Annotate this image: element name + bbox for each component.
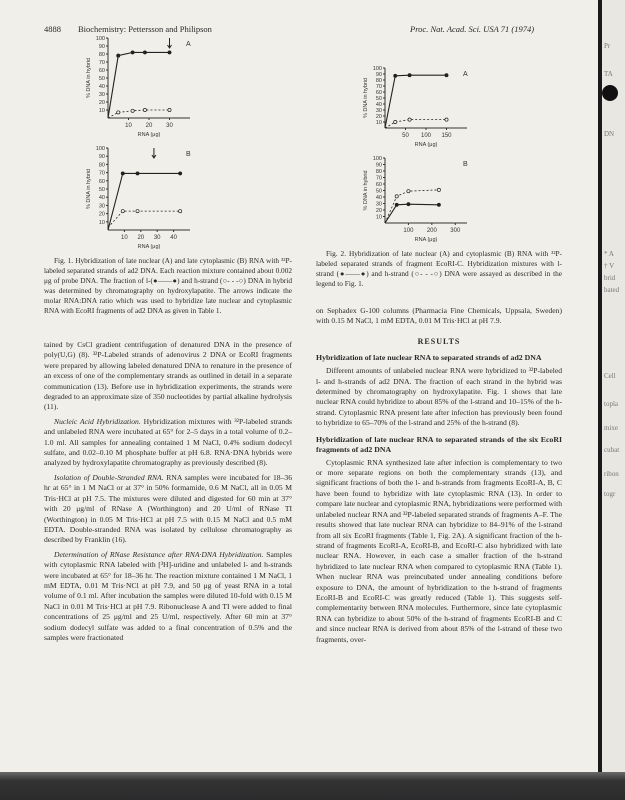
paragraph: Different amounts of unlabeled nuclear RNA were hybridized to ³²P-labeled l- and h-strands of ad2 DNA. The fraction of each strand in the hybrid was determined by chromatography on hydroxylapatite. Fig. 1 shows that late nuclear RNA could hybridize to about 85% of the l-strand and 10–15% of the h-strand. Cytoplasmic RNA present late after infection has previously been found to hybridize to 65–70% of the l-strand and 25% of the h-strand (8).: [316, 366, 562, 428]
paragraph: Nucleic Acid Hybridization. Hybridization mixtures with ³²P-labeled strands and unlabeled RNA were incubated at 65° for 2–5 days in a total volume of 0.2–1.0 ml. All samples for annealing contained 1 M NaCl, 0.4% sodium dodecyl sulfate, and 0.02–0.10 M phosphate buffer at pH 6.8. RNA·DNA hybrids were analyzed by hydroxylapatite chromatography as previously described (8).: [44, 416, 292, 468]
panel-label: A: [463, 71, 468, 78]
data-point-l-strand: [136, 172, 139, 175]
adjacent-page-fragment: mixe: [604, 424, 618, 432]
y-tick-label: 80: [98, 52, 105, 58]
y-tick-label: 100: [372, 156, 382, 162]
data-point-l-strand: [143, 51, 146, 54]
data-point-l-strand: [407, 203, 410, 206]
series-line-l-strand: [385, 75, 447, 128]
data-point-l-strand: [445, 74, 448, 77]
data-point-l-strand: [395, 203, 398, 206]
data-point-l-strand: [168, 51, 171, 54]
section-heading: Hybridization of late nuclear RNA to separated strands of ad2 DNA: [316, 353, 542, 363]
adjacent-page-fragment: cubat: [604, 446, 620, 454]
data-point-h-strand: [395, 195, 398, 198]
series-line-h-strand: [108, 211, 180, 227]
x-tick-label: 20: [137, 235, 145, 241]
adjacent-page-fragment: bated: [604, 286, 620, 294]
section-heading: Hybridization of late nuclear RNA to separated strands of the six EcoRI fragments of ad2 DNA: [316, 434, 562, 454]
adjacent-page-fragment: ribon: [604, 470, 619, 478]
y-tick-label: 30: [98, 92, 105, 98]
x-tick-label: 200: [426, 228, 437, 234]
data-point-h-strand: [131, 109, 134, 112]
data-point-h-strand: [179, 210, 182, 213]
adjacent-page-fragment: toplа: [604, 400, 618, 408]
data-point-h-strand: [408, 118, 411, 121]
series-line-l-strand: [108, 52, 170, 118]
data-point-h-strand: [407, 190, 410, 193]
y-tick-label: 90: [375, 72, 382, 78]
fig1-caption: Fig. 1. Hybridization of late nuclear (A) and late cytoplasmic (B) RNA with ³²P-labeled separated strands of ad2 DNA. Each reaction mixture contained about 0.002 μg of probe DNA. The fraction of l-(●——●) and h-strand (○- - -○) DNA in hybrid was determined by chromatography on hydroxylapatite. The arrows indicate the molar RNA:DNA ratio which was used to hybridize late nuclear and cytoplasmic RNA with EcoRI fragments of ad2 DNA as given in Table 1.: [44, 256, 292, 315]
y-tick-label: 50: [98, 76, 105, 82]
y-tick-label: 40: [375, 195, 382, 201]
y-axis-label: % DNA in hybrid: [86, 168, 92, 210]
adjacent-page-fragment: † V: [604, 262, 615, 270]
paragraph: Isolation of Double-Stranded RNA. RNA samples were incubated for 18–36 hr at 65° in 1 M NaCl or at 37° in 50% formamide, 0.6 M NaCl, all in 0.05 M Tris·HCl at pH 7.5. The mixtures were diluted and digested for 60 min at 37° with 20 μg/ml of RNase A (Worthington) and 20 U/ml of RNase TI (Worthington) in 0.05 M Tris·HCl at pH 7.5 with 0.15 M NaCl and 0.5 mM EDTA. Double-stranded RNA was isolated by cellulose chromatography as described by Franklin (16).: [44, 472, 292, 545]
y-tick-label: 20: [375, 114, 382, 120]
y-tick-label: 20: [98, 100, 105, 106]
data-point-h-strand: [143, 108, 146, 111]
panel-label: B: [463, 161, 468, 168]
y-tick-label: 60: [98, 178, 105, 185]
y-tick-label: 80: [375, 169, 382, 175]
adjacent-page-fragment: * A: [604, 250, 614, 258]
journal-citation: Proc. Nat. Acad. Sci. USA 71 (1974): [410, 24, 535, 34]
data-point-l-strand: [117, 54, 120, 57]
series-line-l-strand: [108, 173, 180, 230]
fig2-panel-b-chart: [355, 150, 485, 245]
scan-bottom-border: [0, 772, 625, 800]
y-axis-label: % DNA in hybrid: [363, 77, 369, 119]
arrow-marker: [168, 38, 172, 48]
adjacent-page-fragment: DN: [604, 130, 615, 138]
data-point-h-strand: [168, 108, 171, 111]
x-tick-label: 300: [450, 228, 461, 234]
data-point-h-strand: [445, 118, 448, 121]
y-tick-label: 50: [375, 96, 382, 102]
fig1-panel-b-chart: [78, 140, 208, 252]
y-tick-label: 20: [375, 208, 382, 214]
y-tick-label: 10: [98, 219, 105, 226]
data-point-l-strand: [131, 51, 134, 54]
adjacent-page-fragment: Pr: [604, 42, 611, 50]
y-tick-label: 50: [375, 188, 382, 195]
left-column: [44, 340, 292, 647]
x-axis-label: RNA (μg): [137, 132, 161, 138]
y-tick-label: 90: [98, 154, 105, 161]
y-tick-label: 20: [98, 211, 105, 218]
paragraph: tained by CsCl gradient centrifugation of denatured DNA in the presence of poly(U,G) (8). ³²P-Labeled strands of adenovirus 2 DNA or EcoRI fragments were prepared by allowing labeled denatured DNA to renature in the presence of an excess of one of the complementary strands as outlined in detail in a separate communication (13). Before use in hybridization experiments, the strands were degraded to an approximate size of 350 nucleotides by partial alkaline hydrolysis (11).: [44, 340, 292, 412]
adjacent-page-fragment: TA: [604, 70, 613, 78]
adjacent-page-fragment: togr: [604, 490, 616, 498]
x-tick-label: 50: [402, 133, 409, 139]
data-point-l-strand: [437, 203, 440, 206]
fig1-panel-a-chart: [78, 30, 208, 140]
adjacent-page: [602, 0, 625, 772]
y-tick-label: 70: [98, 170, 105, 177]
y-tick-label: 70: [98, 60, 105, 66]
right-column: [316, 306, 562, 649]
x-tick-label: 30: [153, 235, 161, 241]
y-tick-label: 40: [98, 195, 105, 202]
y-tick-label: 80: [375, 78, 382, 84]
arrow-marker: [152, 148, 156, 158]
y-tick-label: 70: [375, 175, 382, 182]
x-tick-label: 10: [125, 123, 132, 129]
x-tick-label: 100: [420, 133, 432, 139]
y-tick-label: 60: [375, 90, 382, 96]
x-tick-label: 10: [121, 235, 128, 241]
x-axis-label: RNA (μg): [414, 237, 438, 243]
y-tick-label: 100: [95, 146, 105, 152]
x-tick-label: 100: [403, 228, 414, 234]
y-tick-label: 30: [98, 203, 105, 210]
data-point-l-strand: [121, 172, 124, 175]
y-axis-label: % DNA in hybrid: [363, 170, 369, 211]
data-point-l-strand: [408, 74, 411, 77]
data-point-l-strand: [179, 172, 182, 175]
paragraph: Cytoplasmic RNA synthesized late after infection is complementary to two or more separate regions on both the complementary strands (13), and significant fractions of both the l- and h-strands from fragments EcoRI-A, B, C have been found to hybridize with late cytoplasmic RNA (13). In order to compare late nuclear and cytoplasmic RNA, hybridizations were performed with unlabeled nuclear RNA and ³²P-labeled separated strands of fragments A–F. The results showed that late nuclear RNA can hybridize to 84–91% of the l-strand from all six EcoRI fragments (Table 1, Fig. 2A). A significant fraction of the h-strand of fragments EcoRI-A, EcoRI-B, and EcoRI-C also hybridized with late nuclear RNA. However, in each case a smaller fraction of the h-strand hybridized to late nuclear RNA when compared to cytoplasmic RNA (Table 1). When nuclear RNA was preincubated under annealing conditions before exposure to DNA, the amount of hybridization to the h-strand of fragments EcoRI-B and EcoRI-C was greatly reduced (Table 1). This suggests self-complementarity between RNA molecules. Furthermore, since late cytoplasmic RNA can hybridize to about 50% of the h-strand of fragments EcoRI-B and C and since nuclear RNA is derived from about 85% of the l-strand of these two fragments, over-: [316, 457, 562, 644]
y-tick-label: 100: [95, 36, 105, 42]
y-tick-label: 40: [375, 102, 382, 108]
results-heading: RESULTS: [417, 336, 461, 346]
data-point-h-strand: [437, 188, 440, 191]
y-tick-label: 90: [375, 162, 382, 169]
panel-label: B: [186, 151, 191, 158]
data-point-h-strand: [117, 111, 120, 114]
running-title: Biochemistry: Pettersson and Philipson: [78, 24, 212, 34]
data-point-h-strand: [121, 210, 124, 213]
data-point-h-strand: [136, 210, 139, 213]
y-tick-label: 40: [98, 84, 105, 90]
y-tick-label: 80: [98, 162, 105, 169]
y-tick-label: 30: [375, 201, 382, 208]
y-tick-label: 10: [375, 214, 382, 221]
x-tick-label: 150: [441, 133, 452, 139]
data-point-h-strand: [394, 120, 397, 123]
y-tick-label: 90: [98, 44, 105, 50]
y-tick-label: 60: [98, 68, 105, 74]
x-tick-label: 30: [166, 123, 173, 129]
y-tick-label: 100: [372, 66, 382, 72]
series-line-l-strand: [385, 204, 439, 223]
x-tick-label: 20: [145, 123, 153, 129]
y-tick-label: 60: [375, 182, 382, 188]
y-tick-label: 10: [375, 120, 382, 126]
y-tick-label: 70: [375, 84, 382, 90]
x-axis-label: RNA (μg): [137, 244, 161, 250]
y-axis-label: % DNA in hybrid: [86, 57, 92, 99]
binding-hole: [602, 85, 618, 101]
data-point-l-strand: [394, 74, 397, 77]
x-axis-label: RNA (μg): [414, 142, 438, 148]
fig2-panel-a-chart: [355, 60, 485, 150]
y-tick-label: 10: [98, 108, 105, 114]
paragraph: on Sephadex G-100 columns (Pharmacia Fine Chemicals, Uppsala, Sweden) with 0.15 M NaCl, 1 mM EDTA, 0.01 M Tris·HCl at pH 7.9.: [316, 306, 562, 326]
adjacent-page-fragment: brid: [604, 274, 616, 282]
page-number: 4888: [44, 24, 61, 34]
adjacent-page-fragment: Cell: [604, 372, 616, 380]
x-tick-label: 40: [170, 235, 177, 241]
fig2-caption: Fig. 2. Hybridization of late nuclear (A) and cytoplasmic (B) RNA with ³²P-labeled separated strands of fragment EcoRI-C. Hybridization mixtures with l-strand (●——●) and h-strand (○- - -○) DNA were assayed as described in the legend to Fig. 1.: [316, 249, 562, 288]
paragraph: Determination of RNase Resistance after RNA·DNA Hybridization. Samples with cytoplasmic RNA labeled with [³H]-uridine and unlabeled l- and h-strands were incubated at 65° for 18–36 hr. The reaction mixture contained 1 M NaCl, 1 mM EDTA, 0.01 M Tris·NCl at pH 7.9, and 50 μg of yeast RNA in a total volume of 0.1 ml. After incubation the samples were diluted 10-fold with 0.15 M NaCl in 0.01 M Tris·HCl at pH 7.9. Ribonuclease A and TI were added to final concentrations of 25 μg/ml and 25 U/ml, respectively. After 60 min at 37° sodium dodecyl sulfate was added to a final concentration of 0.5% and the samples were fractionated: [44, 549, 293, 642]
y-tick-label: 50: [98, 187, 105, 193]
y-tick-label: 30: [375, 108, 382, 114]
panel-label: A: [186, 41, 191, 48]
series-line-h-strand: [385, 190, 439, 223]
